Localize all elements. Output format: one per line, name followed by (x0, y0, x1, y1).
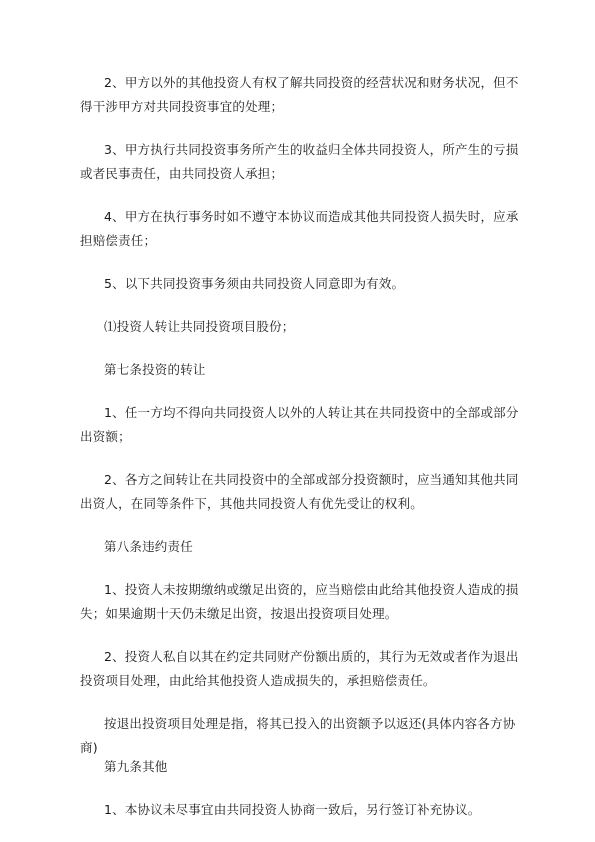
section-heading-article-8: 第八条违约责任 (104, 539, 193, 554)
paragraph-spacer (80, 186, 520, 205)
paragraph-spacer (80, 119, 520, 138)
paragraph-spacer (80, 253, 520, 272)
paragraph-spacer (80, 382, 520, 401)
section-heading-article-9: 第九条其他 (104, 759, 168, 774)
section-heading-article-7: 第七条投资的转让 (104, 362, 206, 377)
paragraph-article-7-clause-2: 2、各方之间转让在共同投资中的全部或部分投资额时，应当通知其他共同出资人，在同等条件下，其他共同投资人有优先受让的权利。 (80, 472, 519, 511)
paragraph-spacer (80, 339, 520, 358)
paragraph-clause-5: 5、以下共同投资事务须由共同投资人同意即为有效。 (104, 276, 405, 291)
paragraph-spacer (80, 779, 520, 798)
paragraph-spacer (80, 736, 520, 755)
paragraph-spacer (80, 296, 520, 315)
paragraph-subitem-1: ⑴投资人转让共同投资项目股份； (104, 319, 295, 334)
paragraph-spacer (80, 516, 520, 535)
paragraph-spacer (80, 449, 520, 468)
paragraph-article-7-clause-1: 1、任一方均不得向共同投资人以外的人转让其在共同投资中的全部或部分出资额； (80, 405, 519, 444)
paragraph-article-9-clause-1: 1、本协议未尽事宜由共同投资人协商一致后，另行签订补充协议。 (104, 802, 481, 817)
paragraph-spacer (80, 559, 520, 578)
paragraph-clause-3: 3、甲方执行共同投资事务所产生的收益归全体共同投资人，所产生的亏损或者民事责任，由共同投资人承担； (80, 142, 519, 181)
paragraph-article-8-clause-2: 2、投资人私自以其在约定共同财产份额出质的，其行为无效或者作为退出投资项目处理，由此给其他投资人造成损失的，承担赔偿责任。 (80, 649, 519, 688)
paragraph-spacer (80, 626, 520, 645)
paragraph-withdrawal-definition: 按退出投资项目处理是指，将其已投入的出资额予以返还(具体内容各方协商) (80, 716, 516, 755)
paragraph-clause-2: 2、甲方以外的其他投资人有权了解共同投资的经营状况和财务状况，但不得干涉甲方对共同投资事宜的处理； (80, 75, 519, 114)
paragraph-spacer (80, 693, 520, 712)
paragraph-article-8-clause-1: 1、投资人未按期缴纳或缴足出资的，应当赔偿由此给其他投资人造成的损失；如果逾期十天仍未缴足出资，按退出投资项目处理。 (80, 582, 519, 621)
document-body (80, 71, 520, 822)
paragraph-clause-4: 4、甲方在执行事务时如不遵守本协议而造成其他共同投资人损失时，应承担赔偿责任； (80, 209, 519, 248)
